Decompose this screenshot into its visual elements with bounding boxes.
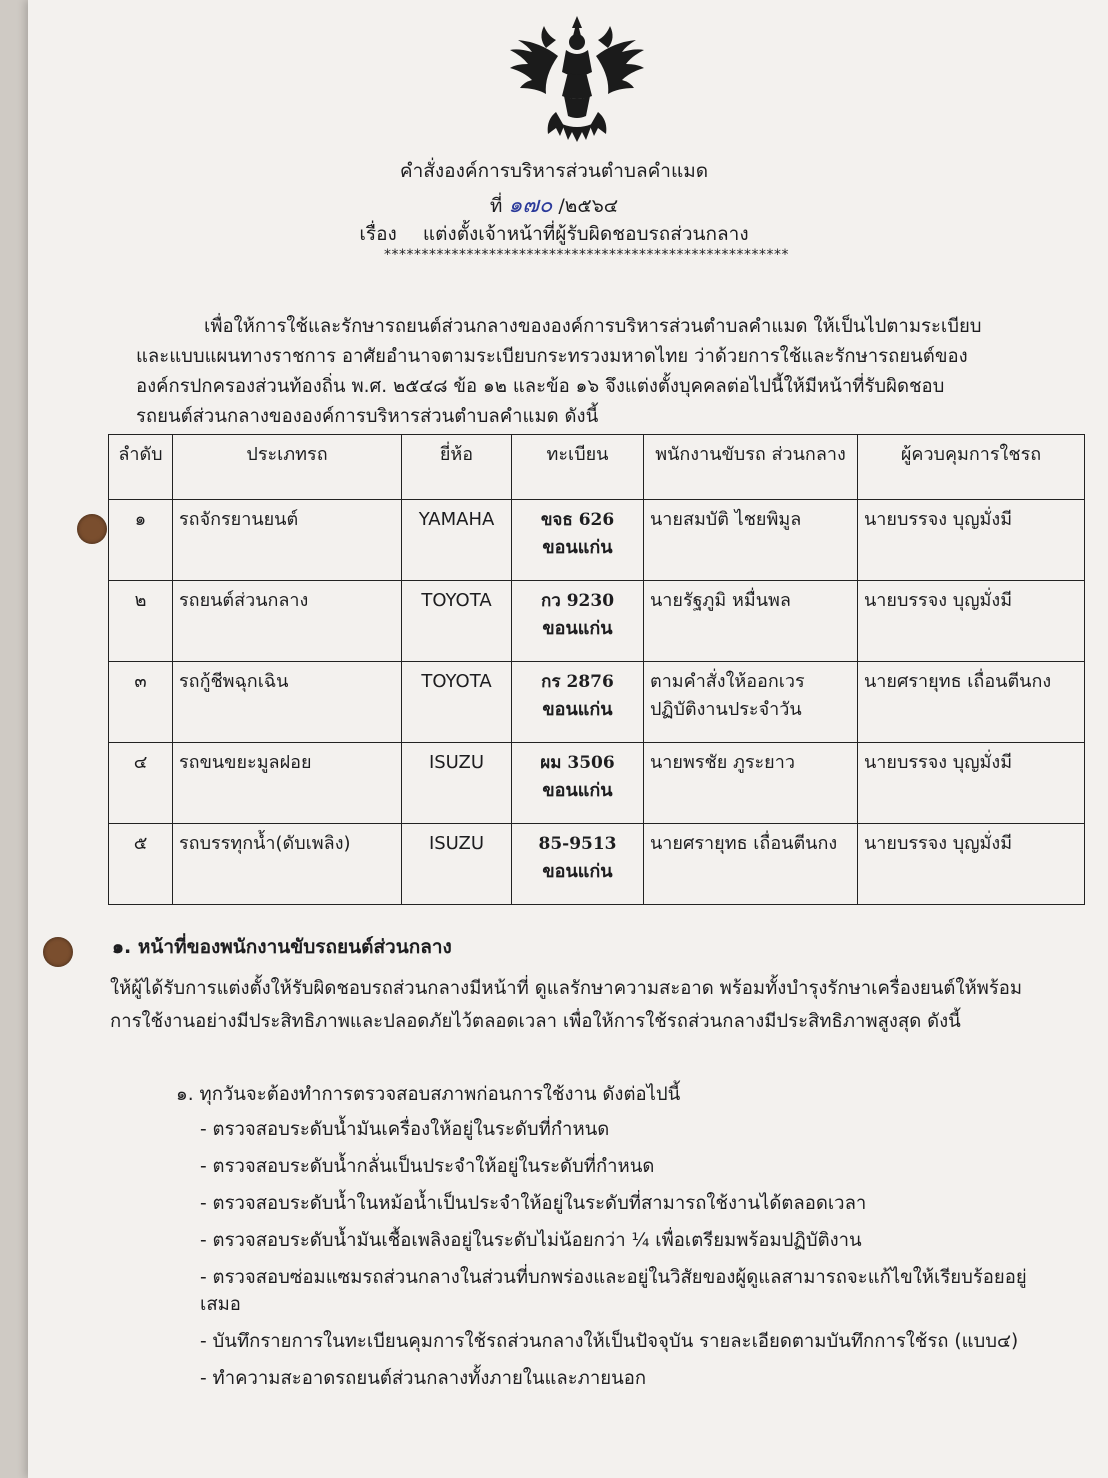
vehicle-brand: ISUZU xyxy=(402,743,512,824)
vehicle-brand: ISUZU xyxy=(402,824,512,905)
registration-province: ขอนแก่น xyxy=(542,537,613,558)
table-row xyxy=(109,662,1085,743)
supervisor-name: นายบรรจง บุญมั่งมี xyxy=(858,824,1085,905)
handwritten-number: ๑๗๐ xyxy=(508,193,553,218)
vehicle-brand: YAMAHA xyxy=(402,500,512,581)
driver-name: นายศรายุทธ เถื่อนตีนกง xyxy=(644,824,858,905)
header-registration: ทะเบียน xyxy=(512,435,644,500)
vehicle-type: รถขนขยะมูลฝอย xyxy=(173,743,402,824)
driver-name: ตามคำสั่งให้ออกเวรปฏิบัติงานประจำวัน xyxy=(644,662,858,743)
driver-name: นายสมบัติ ไชยพิมูล xyxy=(644,500,858,581)
subject-text: แต่งตั้งเจ้าหน้าที่ผู้รับผิดชอบรถส่วนกลาง xyxy=(422,223,749,245)
duty-paragraph: ให้ผู้ได้รับการแต่งตั้งให้รับผิดชอบรถส่วนกลางมีหน้าที่ ดูแลรักษาความสะอาด พร้อมทั้งบำรุงรักษาเครื่องยนต์ให้พร้อมการใช้งานอย่างมีประสิทธิภาพและปลอดภัยไว้ตลอดเวลา เพื่อให้การใช้รถส่วนกลางมีประสิทธิภาพสูงสุด ดังนี้ xyxy=(110,978,1023,1032)
table-row xyxy=(109,500,1085,581)
intro-paragraph: เพื่อให้การใช้และรักษารถยนต์ส่วนกลางขององค์การบริหารส่วนตำบลคำแมด ให้เป็นไปตามระเบียบและแบบแผนทางราชการ อาศัยอำนาจตามระเบียบกระทรวงมหาดไทย ว่าด้วยการใช้และรักษารถยนต์ขององค์กรปกครองส่วนท้องถิ่น พ.ศ. ๒๕๔๘ ข้อ ๑๒ และข้อ ๑๖ จึงแต่งตั้งบุคคลต่อไปนี้ให้มีหน้าที่รับผิดชอบรถยนต์ส่วนกลางขององค์การบริหารส่วนตำบลคำแมด ดังนี้ xyxy=(136,316,982,427)
vehicle-registration xyxy=(512,581,644,662)
registration-plate: 85-9513 xyxy=(538,834,617,854)
vehicle-type: รถกู้ชีพฉุกเฉิน xyxy=(173,662,402,743)
vehicle-type: รถจักรยานยนต์ xyxy=(173,500,402,581)
punch-hole xyxy=(77,514,107,544)
number-prefix: ที่ xyxy=(489,195,503,217)
table-row xyxy=(109,743,1085,824)
header-driver: พนักงานขับรถ ส่วนกลาง xyxy=(644,435,858,500)
vehicle-type: รถยนต์ส่วนกลาง xyxy=(173,581,402,662)
check-list xyxy=(200,1116,1040,1402)
vehicle-brand: TOYOTA xyxy=(402,662,512,743)
table-row xyxy=(109,824,1085,905)
vehicle-brand: TOYOTA xyxy=(402,581,512,662)
registration-province: ขอนแก่น xyxy=(542,780,613,801)
registration-plate: ขจธ 626 xyxy=(540,510,615,530)
number-suffix: /๒๕๖๔ xyxy=(558,195,619,217)
registration-province: ขอนแก่น xyxy=(542,699,613,720)
list-item: - ตรวจสอบระดับน้ำกลั่นเป็นประจำให้อยู่ในระดับที่กำหนด xyxy=(200,1156,655,1177)
registration-plate: ผม 3506 xyxy=(540,753,615,773)
driver-name: นายรัฐภูมิ หมื่นพล xyxy=(644,581,858,662)
row-index: ๕ xyxy=(109,824,173,905)
punch-hole xyxy=(43,937,73,967)
order-number xyxy=(0,187,1108,222)
order-subject xyxy=(0,219,1108,249)
registration-plate: กว 9230 xyxy=(540,591,615,611)
supervisor-name: นายบรรจง บุญมั่งมี xyxy=(858,581,1085,662)
table-header-row xyxy=(109,435,1085,500)
row-index: ๔ xyxy=(109,743,173,824)
vehicle-table xyxy=(108,434,1085,905)
driver-name: นายพรชัย ภูระยาว xyxy=(644,743,858,824)
order-title: คำสั่งองค์การบริหารส่วนตำบลคำแมด xyxy=(399,160,709,182)
daily-check-heading: ๑. ทุกวันจะต้องทำการตรวจสอบสภาพก่อนการใช้งาน ดังต่อไปนี้ xyxy=(176,1084,681,1105)
separator-line: ****************************************************** xyxy=(384,247,789,263)
list-item: - ตรวจสอบซ่อมแซมรถส่วนกลางในส่วนที่บกพร่องและอยู่ในวิสัยของผู้ดูแลสามารถจะแก้ไขให้เรียบร้อยอยู่เสมอ xyxy=(200,1267,1027,1315)
row-index: ๑ xyxy=(109,500,173,581)
row-index: ๒ xyxy=(109,581,173,662)
registration-plate: กร 2876 xyxy=(541,672,614,692)
supervisor-name: นายศรายุทธ เถื่อนตีนกง xyxy=(858,662,1085,743)
header-index: ลำดับ xyxy=(109,435,173,500)
table-row xyxy=(109,581,1085,662)
supervisor-name: นายบรรจง บุญมั่งมี xyxy=(858,500,1085,581)
header-brand: ยี่ห้อ xyxy=(402,435,512,500)
header-type: ประเภทรถ xyxy=(173,435,402,500)
header-supervisor: ผู้ควบคุมการใชรถ xyxy=(858,435,1085,500)
registration-province: ขอนแก่น xyxy=(542,618,613,639)
registration-province: ขอนแก่น xyxy=(542,861,613,882)
list-item: - ทำความสะอาดรถยนต์ส่วนกลางทั้งภายในและภายนอก xyxy=(200,1368,647,1389)
vehicle-type: รถบรรทุกน้ำ(ดับเพลิง) xyxy=(173,824,402,905)
list-item: - ตรวจสอบระดับน้ำมันเชื้อเพลิงอยู่ในระดับไม่น้อยกว่า ¼ เพื่อเตรียมพร้อมปฏิบัติงาน xyxy=(200,1230,862,1251)
vehicle-registration xyxy=(512,743,644,824)
vehicle-registration xyxy=(512,824,644,905)
garuda-emblem-icon xyxy=(506,12,648,144)
vehicle-registration xyxy=(512,500,644,581)
list-item: - บันทึกรายการในทะเบียนคุมการใช้รถส่วนกลางให้เป็นปัจจุบัน รายละเอียดตามบันทึกการใช้รถ (แบบ๔) xyxy=(200,1331,1019,1352)
list-item: - ตรวจสอบระดับน้ำในหม้อน้ำเป็นประจำให้อยู่ในระดับที่สามารถใช้งานได้ตลอดเวลา xyxy=(200,1193,867,1214)
subject-label: เรื่อง xyxy=(359,223,397,245)
row-index: ๓ xyxy=(109,662,173,743)
supervisor-name: นายบรรจง บุญมั่งมี xyxy=(858,743,1085,824)
section-heading: ๑. หน้าที่ของพนักงานขับรถยนต์ส่วนกลาง xyxy=(112,936,452,958)
vehicle-registration xyxy=(512,662,644,743)
list-item: - ตรวจสอบระดับน้ำมันเครื่องให้อยู่ในระดับที่กำหนด xyxy=(200,1119,610,1140)
